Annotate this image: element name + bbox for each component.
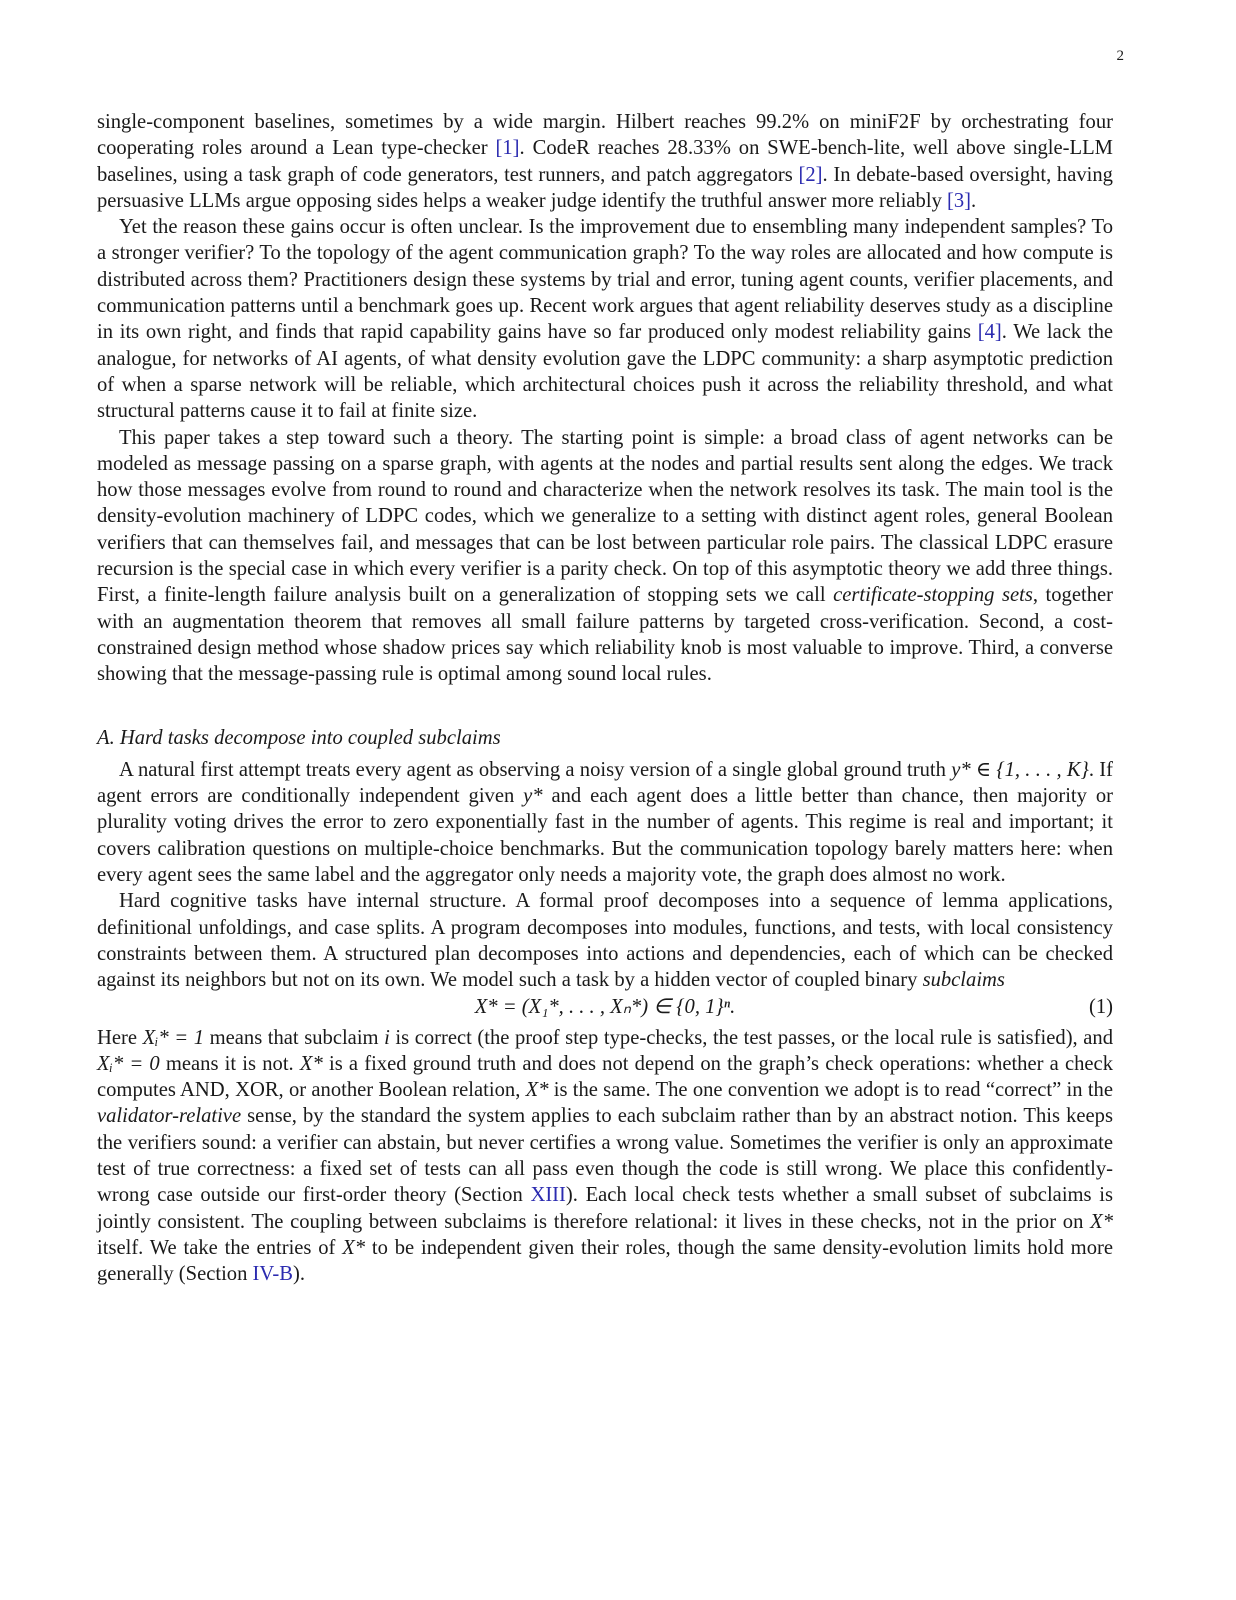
text-span: ). (292, 1263, 305, 1286)
section-link[interactable]: IV-B (252, 1263, 293, 1286)
paragraph-4 (97, 757, 1113, 888)
text-span: . CodeR reaches 28.33% on SWE-bench-lite, well above single-LLM baselines, using a task graph of code generators, test runners, and patch aggregators (97, 137, 1113, 186)
text-span: means it is not. (159, 1052, 300, 1075)
text-span: single-component baselines, sometimes by a wide margin. Hilbert reaches 99.2% on miniF2F by orchestrating four cooperating roles around a Lean type-checker (97, 111, 1113, 160)
text-span: . We lack the analogue, for networks of AI agents, of what density evolution gave the LDPC community: a sharp asymptotic prediction of when a sparse network will be reliable, which architectural choices push it across the reliability threshold, and what structural patterns cause it to fail at finite size. (97, 321, 1114, 423)
text-span: A natural first attempt treats every agent as observing a noisy version of a single global ground truth (119, 758, 952, 781)
paragraph-2 (97, 214, 1113, 424)
emphasis-term: subclaims (922, 969, 1005, 992)
paragraph-1 (97, 109, 1113, 214)
math-inline: i (384, 1026, 390, 1049)
emphasis-term: certificate-stopping sets (833, 584, 1033, 607)
math-inline: X* (1090, 1210, 1113, 1233)
text-span: This paper takes a step toward such a theory. The starting point is simple: a broad class of agent networks can be modeled as message passing on a sparse graph, with agents at the nodes and partial results sent along the edges. We track how those messages evolve from round to round and characterize when the network resolves its task. The main tool is the density-evolution machinery of LDPC codes, which we generalize to a setting with distinct agent roles, general Boolean verifiers that can themselves fail, and messages that can be lost between particular role pairs. The classical LDPC erasure recursion is the special case in which every verifier is a parity check. On top of this asymptotic theory we add three things. First, a finite-length failure analysis built on a generalization of stopping sets we call (97, 426, 1113, 607)
text-span: Hard cognitive tasks have internal structure. A formal proof decomposes into a sequence of lemma applications, definitional unfoldings, and case splits. A program decomposes into modules, functions, and tests, with local consistency constraints between them. A structured plan decomposes into actions and dependencies, each of which can be checked against its neighbors but not on its own. We model such a task by a hidden vector of coupled binary (97, 890, 1113, 992)
page-number: 2 (1116, 48, 1124, 64)
math-inline: Xᵢ* = 1 (142, 1026, 205, 1049)
equation (97, 994, 1113, 1020)
text-span: is a fixed ground truth and does not depend on the graph’s check operations: whether a check computes AND, XOR, or another Boolean relation, (97, 1052, 1113, 1102)
text-span: ). Each local check tests whether a small subset of subclaims is jointly consistent. The coupling between subclaims is therefore relational: it lives in these checks, not in the prior on (97, 1184, 1113, 1233)
math-inline: X* (299, 1052, 323, 1075)
equation-block (97, 994, 1113, 1025)
text-span: means that subclaim (204, 1026, 385, 1049)
equation-text: X* = (X₁*, . . . , Xₙ*) ∈ {0, 1}ⁿ. (474, 995, 736, 1018)
paragraph-6 (97, 1025, 1113, 1288)
text-span: . (971, 189, 977, 212)
math-inline: y* (523, 785, 543, 808)
text-span: , together with an augmentation theorem that removes all small failure patterns by targeted cross-verification. Second, a cost-constrained design method whose shadow prices say which reliability knob is most valuable to improve. Third, a converse showing that the message-passing rule is optimal among sound local rules. (97, 584, 1113, 686)
paragraph-3 (97, 425, 1113, 688)
text-span: Yet the reason these gains occur is often unclear. Is the improvement due to ensembling many independent samples? To a stronger verifier? To the topology of the agent communication graph? To the way roles are allocated and how compute is distributed across them? Practitioners design these systems by trial and error, tuning agent counts, verifier placements, and communication patterns until a benchmark goes up. Recent work argues that agent reliability deserves study as a discipline in its own right, and finds that rapid capability gains have so far produced only modest reliability gains (97, 216, 1113, 344)
text-span: and each agent does a little better than chance, then majority or plurality voting drives the error to zero exponentially fast in the number of agents. This regime is real and important; it covers calibration questions on multiple-choice benchmarks. But the communication topology barely matters here: when every agent sees the same label and the aggregator only needs a majority vote, the graph does almost no work. (97, 785, 1113, 887)
math-inline: y* ∈ {1, . . . , K} (951, 758, 1089, 781)
text-span: itself. We take the entries of (97, 1236, 343, 1259)
text-span: Here (97, 1026, 143, 1049)
equation-number: (1) (1088, 995, 1113, 1018)
text-span: is correct (the proof step type-checks, the test passes, or the local rule is satisfied), and (389, 1026, 1113, 1049)
text-span: sense, by the standard the system applies to each subclaim rather than by an abstract notion. This keeps the verifiers sound: a verifier can abstain, but never certifies a wrong value. Sometimes the verifier is only an approximate test of true correctness: a fixed set of tests can all pass even though the code is still wrong. We place this confidently-wrong case outside our first-order theory (Section (97, 1105, 1113, 1207)
text-span: . In debate-based oversight, having persuasive LLMs argue opposing sides helps a weaker judge identify the truthful answer more reliably (97, 163, 1113, 212)
math-inline: X* (342, 1236, 366, 1259)
section-heading: A. Hard tasks decompose into coupled subclaims (97, 726, 501, 749)
section-link[interactable]: XIII (530, 1184, 566, 1207)
paper-body (97, 109, 1113, 1287)
paragraph-5 (97, 888, 1113, 993)
text-span: is the same. The one convention we adopt is to read “correct” in the (548, 1079, 1113, 1102)
emphasis-term: validator-relative (97, 1105, 242, 1128)
citation-link[interactable]: [1] (495, 137, 520, 160)
citation-link[interactable]: [4] (977, 321, 1002, 344)
math-inline: X* (525, 1079, 549, 1102)
text-span: to be independent given their roles, though the same density-evolution limits hold more generally (Section (97, 1236, 1113, 1286)
math-inline: Xᵢ* = 0 (97, 1052, 160, 1075)
text-span: . If agent errors are conditionally independent given (97, 758, 1113, 808)
citation-link[interactable]: [2] (798, 163, 823, 186)
citation-link[interactable]: [3] (947, 189, 972, 212)
